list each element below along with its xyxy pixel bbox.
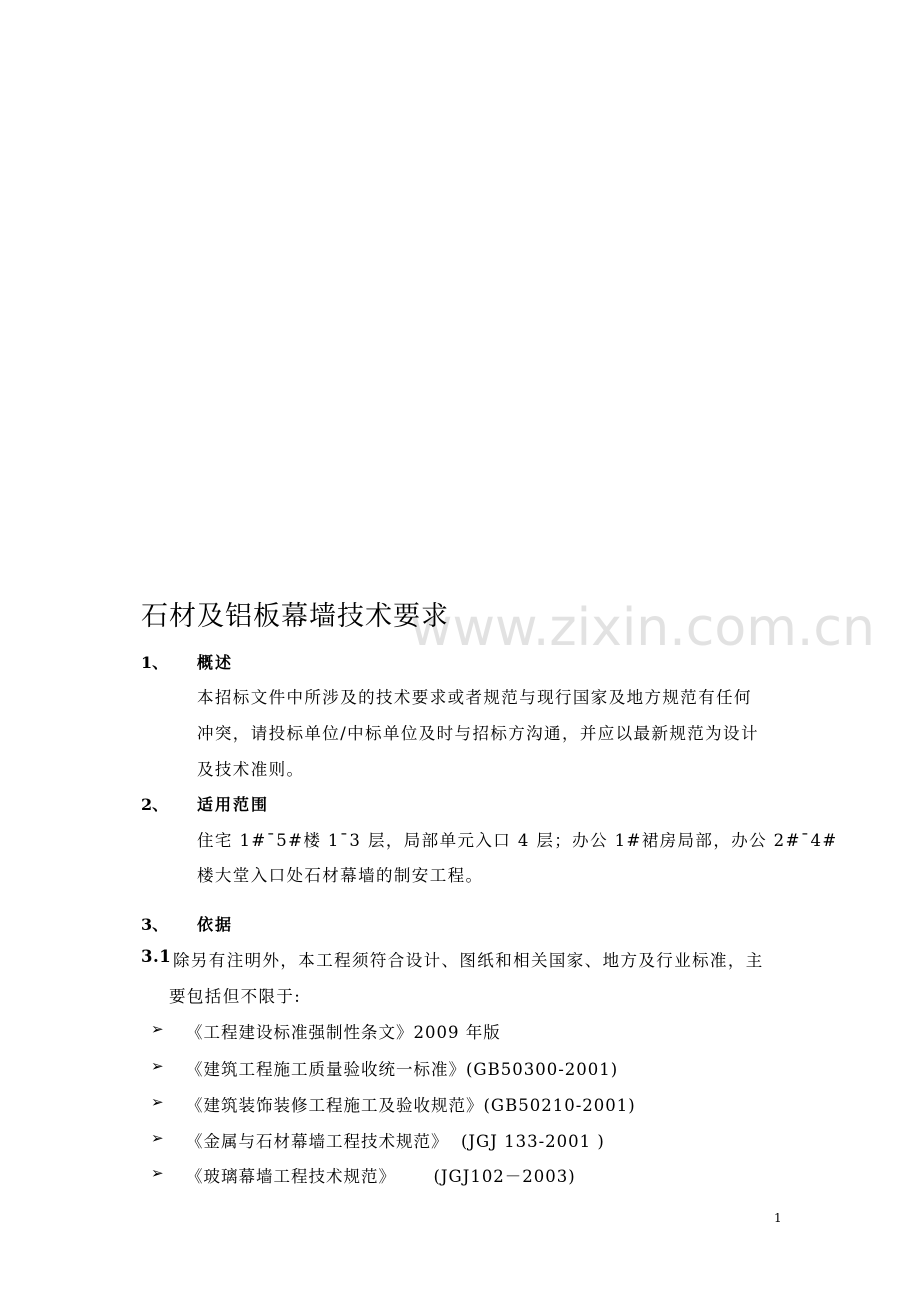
arrowhead-bullet-icon: ➢ — [151, 1093, 164, 1111]
watermark: www.zixin.com.cn — [410, 598, 875, 658]
standard-item-1: 《工程建设标准强制性条文》2009 年版 — [186, 1023, 501, 1042]
page-title: 石材及铝板幕墙技术要求 — [141, 601, 449, 632]
clause-3-1-number: 3.1 — [141, 947, 172, 966]
clause-3-1-line-2: 要包括但不限于: — [169, 987, 302, 1006]
section-2-number: 2、 — [141, 795, 169, 814]
arrowhead-bullet-icon: ➢ — [151, 1164, 164, 1182]
section-2-line-2: 楼大堂入口处石材幕墙的制安工程。 — [197, 866, 484, 885]
section-2-line-1: 住宅 1#¯5#楼 1¯3 层，局部单元入口 4 层；办公 1#裙房局部，办公 2#¯4# — [197, 831, 838, 850]
arrowhead-bullet-icon: ➢ — [151, 1129, 164, 1147]
page-number: 1 — [774, 1211, 782, 1225]
section-3-number: 3、 — [141, 915, 169, 934]
standard-item-5: 《玻璃幕墙工程技术规范》 (JGJ102－2003) — [186, 1167, 576, 1186]
section-1-number: 1、 — [141, 653, 169, 672]
standard-item-4: 《金属与石材幕墙工程技术规范》 (JGJ 133-2001 ) — [186, 1132, 605, 1151]
section-1-heading: 概述 — [197, 653, 234, 672]
clause-3-1-line-1: 除另有注明外，本工程须符合设计、图纸和相关国家、地方及行业标准，主 — [173, 951, 764, 970]
arrowhead-bullet-icon: ➢ — [151, 1057, 164, 1075]
standard-item-2: 《建筑工程施工质量验收统一标准》(GB50300-2001) — [186, 1060, 619, 1079]
section-3-heading: 依据 — [197, 915, 234, 934]
standard-item-3: 《建筑装饰装修工程施工及验收规范》(GB50210-2001) — [186, 1096, 636, 1115]
section-1-line-1: 本招标文件中所涉及的技术要求或者规范与现行国家及地方规范有任何 — [197, 688, 752, 707]
section-1-line-3: 及技术准则。 — [197, 760, 305, 779]
section-1-line-2: 冲突，请投标单位/中标单位及时与招标方沟通，并应以最新规范为设计 — [197, 724, 759, 743]
arrowhead-bullet-icon: ➢ — [151, 1020, 164, 1038]
section-2-heading: 适用范围 — [197, 795, 270, 814]
